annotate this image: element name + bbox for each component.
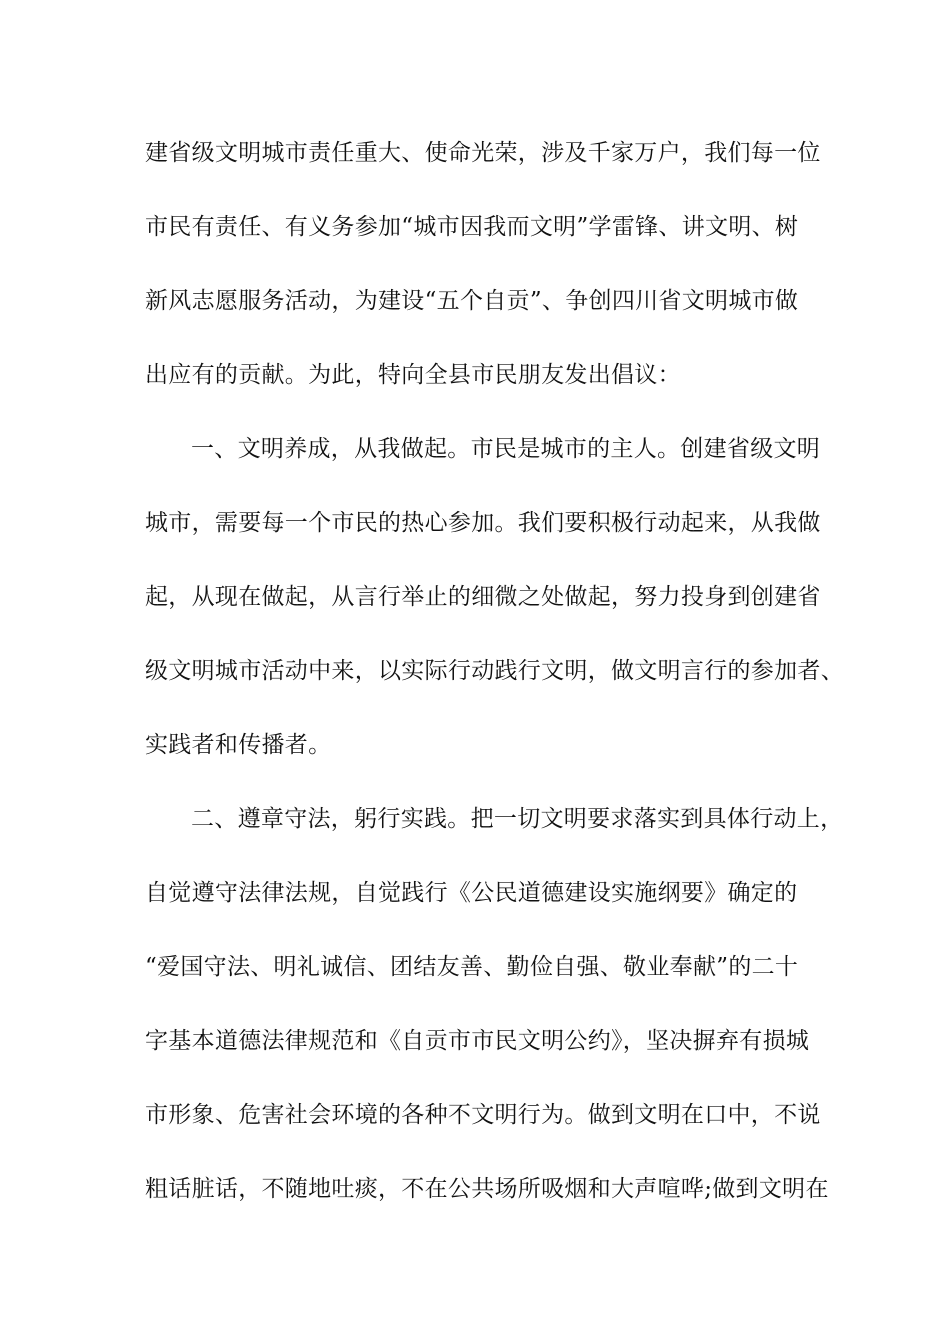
text-line: 出应有的贡献。为此，特向全县市民朋友发出倡议： — [145, 362, 681, 388]
document-body — [145, 128, 844, 1238]
text-line: 级文明城市活动中来，以实际行动践行文明，做文明言行的参加者、 — [145, 658, 844, 684]
text-line: 新风志愿服务活动，为建设“五个自贡”、争创四川省文明城市做 — [145, 288, 799, 314]
paragraph-heading-line: 一、文明养成，从我做起。市民是城市的主人。创建省级文明 — [191, 436, 821, 462]
text-line: 城市，需要每一个市民的热心参加。我们要积极行动起来，从我做 — [145, 510, 821, 536]
text-line: 建省级文明城市责任重大、使命光荣，涉及千家万户，我们每一位 — [145, 140, 821, 166]
text-line: 市民有责任、有义务参加“城市因我而文明”学雷锋、讲文明、树 — [145, 214, 799, 240]
paragraph-heading-line: 二、遵章守法，躬行实践。把一切文明要求落实到具体行动上， — [191, 806, 844, 832]
text-line: 粗话脏话，不随地吐痰，不在公共场所吸烟和大声喧哗;做到文明在 — [145, 1176, 829, 1202]
text-line: 字基本道德法律规范和《自贡市市民文明公约》，坚决摒弃有损城 — [145, 1028, 810, 1054]
text-line: “爱国守法、明礼诚信、团结友善、勤俭自强、敬业奉献”的二十 — [145, 954, 799, 980]
text-line: 市形象、危害社会环境的各种不文明行为。做到文明在口中，不说 — [145, 1102, 821, 1128]
text-line: 自觉遵守法律法规，自觉践行《公民道德建设实施纲要》确定的 — [145, 880, 798, 906]
text-line: 起，从现在做起，从言行举止的细微之处做起，努力投身到创建省 — [145, 584, 821, 610]
text-line: 实践者和传播者。 — [145, 732, 332, 758]
